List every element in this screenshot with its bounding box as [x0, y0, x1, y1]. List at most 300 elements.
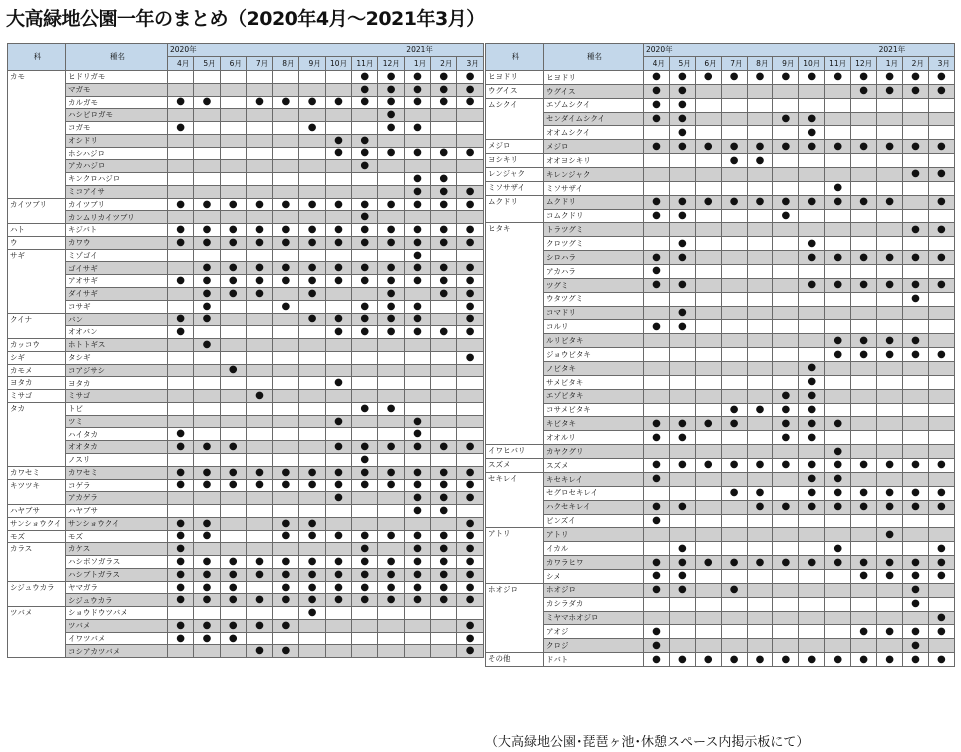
- sighting-dot: ●: [721, 140, 747, 154]
- month-cell: [695, 265, 721, 279]
- month-cell: [246, 517, 272, 530]
- header-month: 5月: [194, 57, 220, 71]
- month-cell: [457, 364, 483, 377]
- sighting-dot: ●: [246, 645, 272, 658]
- month-cell: [325, 364, 351, 377]
- sighting-dot: ●: [431, 441, 457, 454]
- table-row: [8, 441, 484, 454]
- sighting-dot: ●: [325, 568, 351, 581]
- species-cell: ミソサザイ: [544, 181, 644, 195]
- sighting-dot: ●: [194, 313, 220, 326]
- sighting-dot: ●: [851, 625, 877, 639]
- sighting-dot: ●: [299, 530, 325, 543]
- month-cell: [168, 415, 194, 428]
- month-cell: [352, 607, 378, 620]
- table-row: [486, 625, 955, 639]
- family-cell: カラス: [8, 543, 66, 581]
- month-cell: [799, 98, 825, 112]
- month-cell: [273, 492, 299, 505]
- month-cell: [851, 181, 877, 195]
- month-cell: [747, 84, 773, 98]
- header-month: 10月: [799, 57, 825, 71]
- month-cell: [799, 306, 825, 320]
- month-cell: [168, 83, 194, 96]
- sighting-dot: ●: [352, 479, 378, 492]
- sighting-dot: ●: [299, 122, 325, 135]
- month-cell: [273, 415, 299, 428]
- table-row: [486, 126, 955, 140]
- month-cell: [721, 514, 747, 528]
- sighting-dot: ●: [644, 472, 670, 486]
- sighting-dot: ●: [431, 505, 457, 518]
- table-row: [8, 466, 484, 479]
- table-row: [486, 639, 955, 653]
- month-cell: [431, 351, 457, 364]
- sighting-dot: ●: [273, 262, 299, 275]
- month-cell: [747, 126, 773, 140]
- sighting-dot: ●: [299, 262, 325, 275]
- month-cell: [695, 84, 721, 98]
- sighting-dot: ●: [825, 556, 851, 570]
- month-cell: [851, 389, 877, 403]
- sighting-dot: ●: [903, 140, 929, 154]
- sighting-dot: ●: [747, 500, 773, 514]
- month-cell: [168, 300, 194, 313]
- month-cell: [299, 83, 325, 96]
- month-cell: [431, 109, 457, 122]
- sighting-dot: ●: [928, 168, 954, 182]
- sighting-dot: ●: [825, 653, 851, 667]
- sighting-dot: ●: [273, 466, 299, 479]
- table-row: [486, 140, 955, 154]
- species-cell: ハシブトガラス: [66, 568, 168, 581]
- month-cell: [877, 403, 903, 417]
- sighting-dot: ●: [378, 594, 404, 607]
- month-cell: [352, 185, 378, 198]
- sighting-dot: ●: [194, 568, 220, 581]
- month-cell: [431, 377, 457, 390]
- sighting-dot: ●: [273, 224, 299, 237]
- sighting-dot: ●: [773, 431, 799, 445]
- month-cell: [669, 265, 695, 279]
- sighting-dot: ●: [457, 492, 483, 505]
- month-cell: [747, 431, 773, 445]
- sighting-dot: ●: [431, 96, 457, 109]
- month-cell: [352, 505, 378, 518]
- species-cell: ハヤブサ: [66, 505, 168, 518]
- month-cell: [669, 389, 695, 403]
- sighting-dot: ●: [404, 71, 430, 84]
- month-cell: [299, 632, 325, 645]
- sighting-dot: ●: [903, 486, 929, 500]
- sighting-dot: ●: [404, 300, 430, 313]
- month-cell: [877, 597, 903, 611]
- month-cell: [299, 390, 325, 403]
- month-cell: [457, 377, 483, 390]
- month-cell: [246, 428, 272, 441]
- month-cell: [194, 109, 220, 122]
- month-cell: [644, 375, 670, 389]
- month-cell: [644, 126, 670, 140]
- sighting-dot: ●: [273, 556, 299, 569]
- sighting-dot: ●: [773, 71, 799, 85]
- sighting-dot: ●: [721, 403, 747, 417]
- table-row: [486, 278, 955, 292]
- month-cell: [404, 134, 430, 147]
- sighting-dot: ●: [299, 568, 325, 581]
- table-row: [8, 122, 484, 135]
- month-cell: [695, 375, 721, 389]
- month-cell: [352, 249, 378, 262]
- sighting-dot: ●: [825, 417, 851, 431]
- month-cell: [378, 364, 404, 377]
- month-cell: [851, 223, 877, 237]
- month-cell: [799, 348, 825, 362]
- sighting-dot: ●: [352, 441, 378, 454]
- sighting-dot: ●: [928, 278, 954, 292]
- sighting-dot: ●: [352, 453, 378, 466]
- month-cell: [903, 195, 929, 209]
- family-cell: シジュウカラ: [8, 581, 66, 607]
- month-cell: [928, 583, 954, 597]
- month-cell: [325, 83, 351, 96]
- month-cell: [220, 326, 246, 339]
- month-cell: [168, 173, 194, 186]
- sighting-dot: ●: [825, 486, 851, 500]
- species-cell: イカル: [544, 542, 644, 556]
- month-cell: [220, 134, 246, 147]
- sighting-dot: ●: [404, 96, 430, 109]
- month-cell: [669, 223, 695, 237]
- month-cell: [825, 126, 851, 140]
- sighting-dot: ●: [877, 486, 903, 500]
- sighting-dot: ●: [773, 195, 799, 209]
- month-cell: [352, 377, 378, 390]
- month-cell: [747, 597, 773, 611]
- sighting-dot: ●: [644, 71, 670, 85]
- month-cell: [851, 320, 877, 334]
- month-cell: [325, 71, 351, 84]
- month-cell: [851, 403, 877, 417]
- month-cell: [669, 334, 695, 348]
- species-cell: サメビタキ: [544, 375, 644, 389]
- month-cell: [325, 160, 351, 173]
- species-cell: ハシボソガラス: [66, 556, 168, 569]
- month-cell: [721, 569, 747, 583]
- month-cell: [695, 611, 721, 625]
- sighting-dot: ●: [851, 71, 877, 85]
- table-row: [8, 594, 484, 607]
- month-cell: [721, 528, 747, 542]
- sighting-dot: ●: [168, 568, 194, 581]
- table-row: [486, 375, 955, 389]
- species-cell: スズメ: [544, 459, 644, 473]
- sighting-dot: ●: [431, 594, 457, 607]
- sighting-dot: ●: [928, 569, 954, 583]
- month-cell: [644, 348, 670, 362]
- sighting-dot: ●: [378, 530, 404, 543]
- table-row: [486, 71, 955, 85]
- month-cell: [246, 530, 272, 543]
- source-note: （大高緑地公園･琵琶ヶ池･休憩スペース内掲示板にて）: [485, 735, 810, 750]
- sighting-dot: ●: [825, 472, 851, 486]
- sighting-dot: ●: [644, 265, 670, 279]
- month-cell: [352, 288, 378, 301]
- sighting-dot: ●: [721, 653, 747, 667]
- sighting-dot: ●: [644, 209, 670, 223]
- month-cell: [644, 237, 670, 251]
- month-cell: [325, 122, 351, 135]
- sighting-dot: ●: [747, 154, 773, 168]
- sighting-dot: ●: [644, 278, 670, 292]
- month-cell: [669, 348, 695, 362]
- month-cell: [194, 364, 220, 377]
- month-cell: [747, 625, 773, 639]
- month-cell: [799, 569, 825, 583]
- month-cell: [644, 597, 670, 611]
- species-cell: キジバト: [66, 224, 168, 237]
- month-cell: [431, 364, 457, 377]
- table-row: [486, 168, 955, 182]
- species-cell: ミヤマホオジロ: [544, 611, 644, 625]
- month-cell: [431, 313, 457, 326]
- sighting-dot: ●: [695, 459, 721, 473]
- species-cell: コゲラ: [66, 479, 168, 492]
- month-cell: [747, 265, 773, 279]
- family-cell: レンジャク: [486, 168, 544, 182]
- sighting-dot: ●: [928, 556, 954, 570]
- species-cell: バン: [66, 313, 168, 326]
- month-cell: [457, 453, 483, 466]
- sighting-dot: ●: [721, 417, 747, 431]
- month-cell: [877, 431, 903, 445]
- month-cell: [928, 320, 954, 334]
- sighting-dot: ●: [877, 195, 903, 209]
- month-cell: [903, 362, 929, 376]
- month-cell: [431, 428, 457, 441]
- month-cell: [246, 402, 272, 415]
- species-cell: ミコアイサ: [66, 185, 168, 198]
- sighting-dot: ●: [168, 594, 194, 607]
- month-cell: [747, 445, 773, 459]
- species-cell: アオジ: [544, 625, 644, 639]
- month-cell: [194, 428, 220, 441]
- month-cell: [773, 362, 799, 376]
- month-cell: [299, 505, 325, 518]
- sighting-dot: ●: [877, 556, 903, 570]
- sighting-dot: ●: [352, 160, 378, 173]
- sighting-dot: ●: [352, 134, 378, 147]
- month-cell: [928, 126, 954, 140]
- header-year-2020: 2020年: [168, 44, 405, 57]
- sighting-dot: ●: [352, 300, 378, 313]
- month-cell: [273, 147, 299, 160]
- month-cell: [168, 147, 194, 160]
- month-cell: [695, 334, 721, 348]
- month-cell: [273, 313, 299, 326]
- month-cell: [194, 607, 220, 620]
- month-cell: [299, 453, 325, 466]
- month-cell: [721, 112, 747, 126]
- sighting-dot: ●: [325, 224, 351, 237]
- month-cell: [928, 431, 954, 445]
- sighting-dot: ●: [799, 362, 825, 376]
- family-cell: カワセミ: [8, 466, 66, 479]
- sighting-dot: ●: [773, 112, 799, 126]
- sighting-dot: ●: [773, 556, 799, 570]
- sighting-dot: ●: [352, 556, 378, 569]
- species-cell: ダイサギ: [66, 288, 168, 301]
- month-cell: [773, 292, 799, 306]
- sighting-dot: ●: [325, 530, 351, 543]
- sighting-dot: ●: [168, 96, 194, 109]
- month-cell: [325, 173, 351, 186]
- sighting-dot: ●: [352, 224, 378, 237]
- month-cell: [928, 597, 954, 611]
- sighting-dot: ●: [378, 479, 404, 492]
- sighting-dot: ●: [669, 209, 695, 223]
- month-cell: [194, 645, 220, 658]
- sighting-dot: ●: [378, 109, 404, 122]
- sighting-dot: ●: [378, 147, 404, 160]
- sighting-dot: ●: [168, 543, 194, 556]
- sighting-dot: ●: [877, 71, 903, 85]
- sighting-dot: ●: [644, 583, 670, 597]
- month-cell: [299, 160, 325, 173]
- sighting-dot: ●: [695, 195, 721, 209]
- sighting-dot: ●: [928, 84, 954, 98]
- sighting-dot: ●: [825, 195, 851, 209]
- sighting-dot: ●: [325, 492, 351, 505]
- month-cell: [877, 542, 903, 556]
- month-cell: [431, 249, 457, 262]
- page-title: 大高緑地公園一年のまとめ（2020年4月〜2021年3月）: [6, 8, 485, 30]
- table-row: [486, 154, 955, 168]
- sighting-dot: ●: [378, 288, 404, 301]
- table-row: [486, 389, 955, 403]
- species-cell: ホトトギス: [66, 339, 168, 352]
- right-bird-table: [485, 43, 955, 667]
- sighting-dot: ●: [404, 236, 430, 249]
- sighting-dot: ●: [220, 262, 246, 275]
- month-cell: [928, 209, 954, 223]
- month-cell: [669, 611, 695, 625]
- month-cell: [220, 530, 246, 543]
- family-cell: ハヤブサ: [8, 505, 66, 518]
- month-cell: [273, 185, 299, 198]
- species-cell: ドバト: [544, 653, 644, 667]
- month-cell: [877, 472, 903, 486]
- month-cell: [877, 209, 903, 223]
- month-cell: [168, 211, 194, 224]
- sighting-dot: ●: [721, 486, 747, 500]
- month-cell: [669, 375, 695, 389]
- month-cell: [404, 339, 430, 352]
- month-cell: [352, 517, 378, 530]
- family-cell: サギ: [8, 249, 66, 313]
- sighting-dot: ●: [325, 479, 351, 492]
- species-cell: アカゲラ: [66, 492, 168, 505]
- month-cell: [378, 211, 404, 224]
- month-cell: [928, 112, 954, 126]
- sighting-dot: ●: [928, 140, 954, 154]
- month-cell: [194, 71, 220, 84]
- month-cell: [168, 390, 194, 403]
- month-cell: [220, 492, 246, 505]
- species-cell: コアジサシ: [66, 364, 168, 377]
- month-cell: [773, 375, 799, 389]
- month-cell: [194, 211, 220, 224]
- sighting-dot: ●: [352, 71, 378, 84]
- species-cell: カワセミ: [66, 466, 168, 479]
- table-row: [8, 83, 484, 96]
- month-cell: [273, 505, 299, 518]
- sighting-dot: ●: [644, 500, 670, 514]
- month-cell: [299, 428, 325, 441]
- header-month: 10月: [325, 57, 351, 71]
- month-cell: [457, 402, 483, 415]
- month-cell: [721, 84, 747, 98]
- sighting-dot: ●: [378, 402, 404, 415]
- sighting-dot: ●: [825, 348, 851, 362]
- month-cell: [457, 109, 483, 122]
- month-cell: [825, 168, 851, 182]
- month-cell: [721, 611, 747, 625]
- sighting-dot: ●: [273, 619, 299, 632]
- month-cell: [246, 173, 272, 186]
- month-cell: [273, 288, 299, 301]
- header-year-2021: 2021年: [404, 44, 483, 57]
- month-cell: [168, 402, 194, 415]
- month-cell: [747, 583, 773, 597]
- sighting-dot: ●: [404, 249, 430, 262]
- sighting-dot: ●: [168, 517, 194, 530]
- month-cell: [695, 320, 721, 334]
- month-cell: [220, 83, 246, 96]
- species-cell: キビタキ: [544, 417, 644, 431]
- month-cell: [220, 543, 246, 556]
- sighting-dot: ●: [877, 528, 903, 542]
- month-cell: [877, 237, 903, 251]
- month-cell: [747, 112, 773, 126]
- month-cell: [851, 112, 877, 126]
- sighting-dot: ●: [299, 556, 325, 569]
- month-cell: [747, 375, 773, 389]
- month-cell: [168, 505, 194, 518]
- sighting-dot: ●: [799, 126, 825, 140]
- month-cell: [644, 334, 670, 348]
- month-cell: [773, 528, 799, 542]
- month-cell: [194, 147, 220, 160]
- table-row: [8, 377, 484, 390]
- sighting-dot: ●: [352, 581, 378, 594]
- header-month: 8月: [273, 57, 299, 71]
- month-cell: [747, 514, 773, 528]
- month-cell: [825, 375, 851, 389]
- sighting-dot: ●: [352, 275, 378, 288]
- sighting-dot: ●: [928, 611, 954, 625]
- sighting-dot: ●: [431, 530, 457, 543]
- month-cell: [220, 351, 246, 364]
- header-species: 種名: [66, 44, 168, 71]
- sighting-dot: ●: [669, 320, 695, 334]
- month-cell: [877, 417, 903, 431]
- month-cell: [695, 98, 721, 112]
- sighting-dot: ●: [168, 632, 194, 645]
- header-month: 6月: [220, 57, 246, 71]
- month-cell: [273, 364, 299, 377]
- month-cell: [378, 428, 404, 441]
